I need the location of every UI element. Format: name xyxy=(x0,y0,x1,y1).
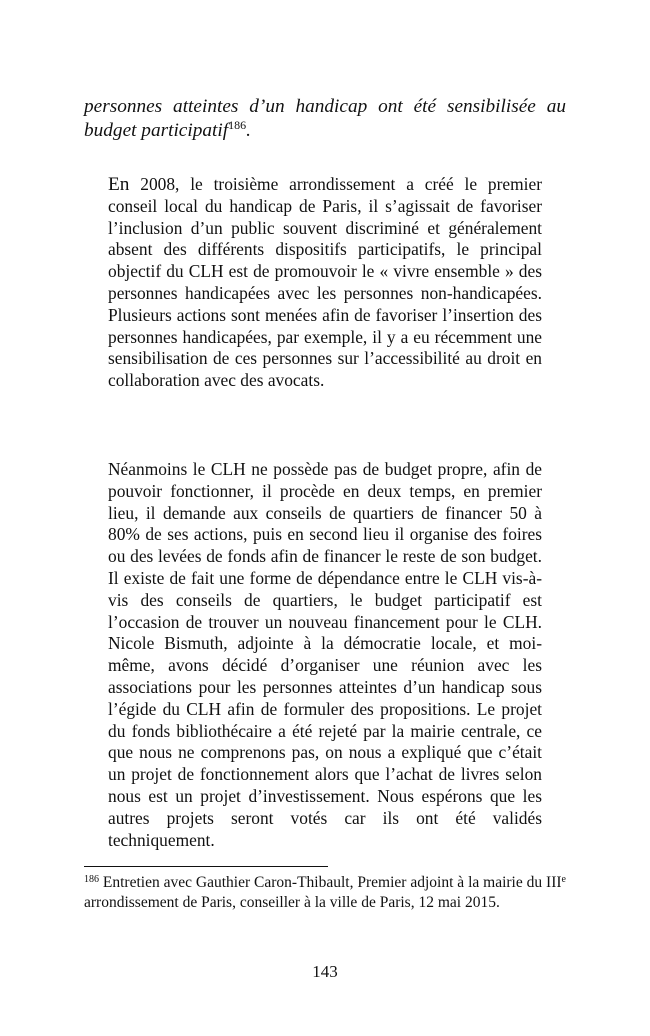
intro-text: personnes atteintes d’un handicap ont été sensibilisée au budget participatif xyxy=(84,96,566,141)
intro-paragraph xyxy=(84,95,566,143)
quote-paragraph-1-lead: En xyxy=(108,174,130,195)
quote-paragraph-1 xyxy=(108,174,542,392)
footnote xyxy=(84,873,566,912)
footnote-separator xyxy=(84,866,328,867)
footnote-number: 186 xyxy=(84,874,99,885)
footnote-text-after: arrondissement de Paris, conseiller à la ville de Paris, 12 mai 2015. xyxy=(84,893,500,911)
footnote-superscript: e xyxy=(561,874,566,885)
page-number: 143 xyxy=(312,962,338,981)
quote-paragraph-1-text: 2008, le troisième arrondissement a créé le premier conseil local du handicap de Paris, il s’agissait de favoriser l’inclusion d’un public souvent discriminé et généralement absent des différents dispositifs participatifs, le principal objectif du CLH est de promouvoir le « vivre ensemble » des personnes handicapées avec les personnes non-handicapées. Plusieurs actions sont menées afin de favoriser l’insertion des personnes handicapées, par exemple, il y a eu récemment une sensibilisation de ces personnes sur l’accessibilité au droit en collaboration avec des avocats. xyxy=(108,174,542,391)
quote-paragraph-2: Néanmoins le CLH ne possède pas de budget propre, afin de pouvoir fonctionner, il procède en deux temps, en premier lieu, il demande aux conseils de quartiers de financer 50 à 80% de ses actions, puis en second lieu il organise des foires ou des levées de fonds afin de financer le reste de son budget. Il existe de fait une forme de dépendance entre le CLH vis-à-vis des conseils de quartiers, le budget participatif est l’occasion de trouver un nouveau financement pour le CLH. Nicole Bismuth, adjointe à la démocratie locale, et moi-même, avons décidé d’organiser une réunion avec les associations pour les personnes atteintes d’un handicap sous l’égide du CLH afin de formuler des propositions. Le projet du fonds bibliothécaire a été rejeté par la mairie centrale, ce que nous ne comprenons pas, on nous a expliqué que c’était un projet de fonctionnement alors que l’achat de livres selon nous est un projet d’investissement. Nous espérons que les autres projets seront votés car ils ont été validés techniquement. xyxy=(108,459,542,850)
intro-end: . xyxy=(246,120,251,141)
footnote-text-before: Entretien avec Gauthier Caron-Thibault, Premier adjoint à la mairie du III xyxy=(99,874,562,891)
footnote-reference[interactable]: 186 xyxy=(228,118,247,132)
